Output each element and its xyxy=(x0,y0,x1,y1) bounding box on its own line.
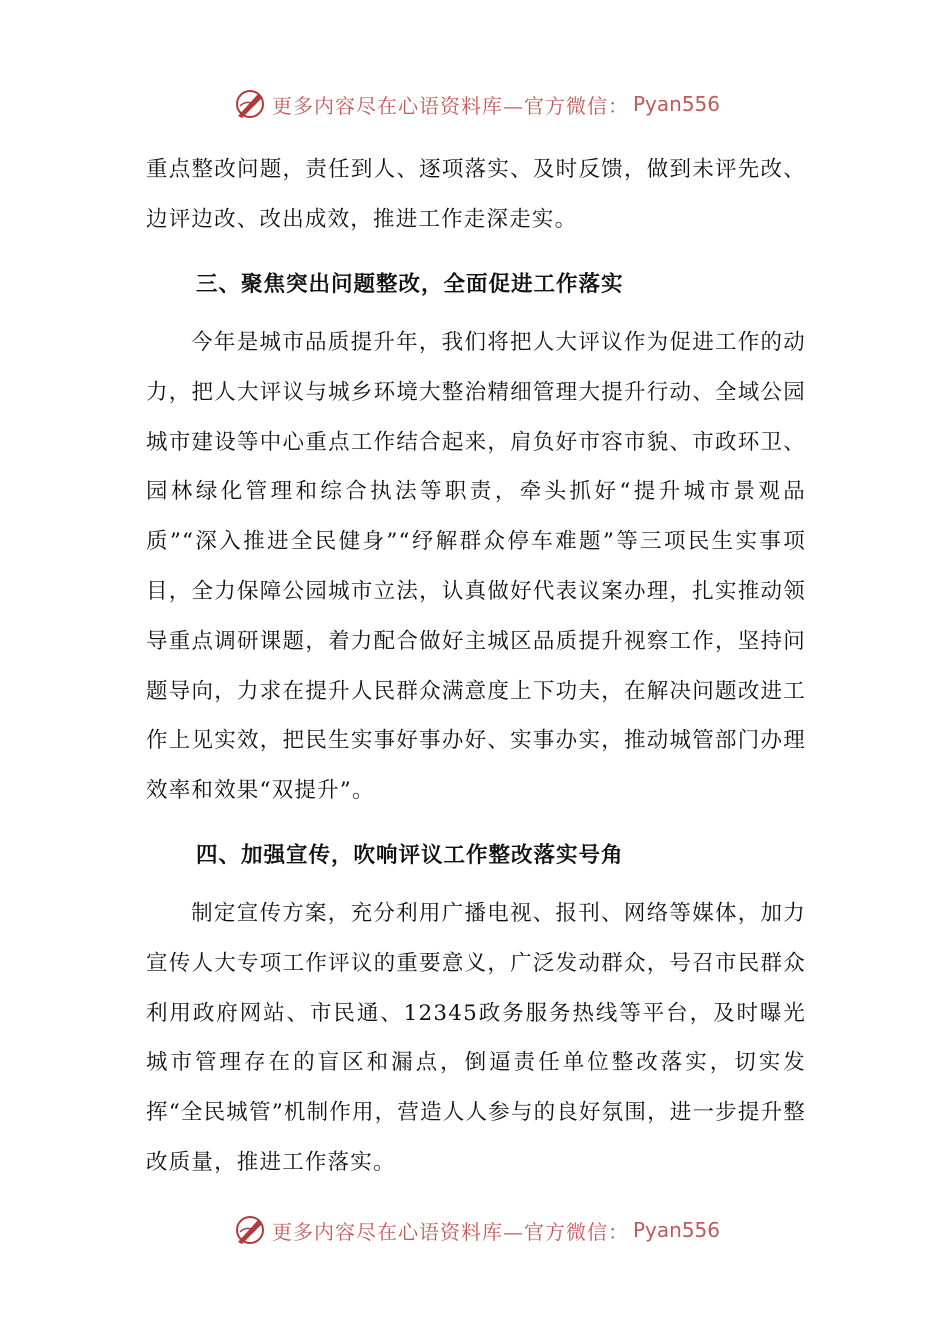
pen-logo-icon xyxy=(232,1212,268,1248)
paragraph-section-3: 今年是城市品质提升年，我们将把人大评议作为促进工作的动力，把人大评议与城乡环境大整治精细管理大提升行动、全域公园城市建设等中心重点工作结合起来，肩负好市容市貌、市政环卫、园林绿化管理和综合执法等职责，牵头抓好“提升城市景观品质”“深入推进全民健身”“纾解群众停车难题”等三项民生实事项目，全力保障公园城市立法，认真做好代表议案办理，扎实推动领导重点调研课题，着力配合做好主城区品质提升视察工作，坚持问题导向，力求在提升人民群众满意度上下功夫，在解决问题改进工作上见实效，把民生实事好事办好、实事办实，推动城管部门办理效率和效果“双提升”。 xyxy=(146,330,806,804)
section-heading-3: 三、聚焦突出问题整改，全面促进工作落实 xyxy=(196,272,624,297)
pen-logo-icon xyxy=(232,86,268,122)
section-heading-4: 四、加强宣传，吹响评议工作整改落实号角 xyxy=(196,843,624,868)
watermark-wechat-id: Pyan556 xyxy=(633,92,721,116)
watermark-banner-bottom xyxy=(232,1210,720,1250)
paragraph-section-4: 制定宣传方案，充分利用广播电视、报刊、网络等媒体，加力宣传人大专项工作评议的重要意义，广泛发动群众，号召市民群众利用政府网站、市民通、12345政务服务热线等平台，及时曝光城市管理存在的盲区和漏点，倒逼责任单位整改落实，切实发挥“全民城管”机制作用，营造人人参与的良好氛围，进一步提升整改质量，推进工作落实。 xyxy=(146,901,806,1175)
paragraph-continued: 重点整改问题，责任到人、逐项落实、及时反馈，做到未评先改、边评边改、改出成效，推进工作走深走实。 xyxy=(146,157,806,232)
watermark-text: 更多内容尽在心语资料库—官方微信： xyxy=(272,1219,629,1244)
watermark-banner-top xyxy=(232,84,720,124)
watermark-wechat-id: Pyan556 xyxy=(633,1218,721,1242)
watermark-text: 更多内容尽在心语资料库—官方微信： xyxy=(272,93,629,118)
